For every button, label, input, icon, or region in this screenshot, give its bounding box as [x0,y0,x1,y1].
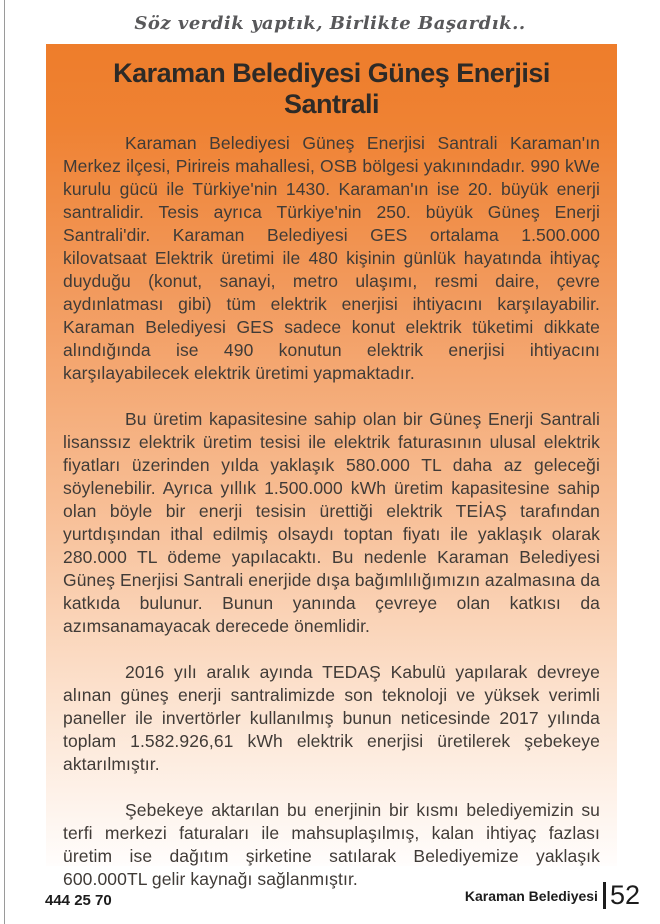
article-paragraph-2: Bu üretim kapasitesine sahip olan bir Güneş Enerji Santrali lisanssız elektrik üretim tesisi ile elektrik faturasının ulusal elektrik fiyatları üzerinden yılda yaklaşık 580.000 TL daha az geleceği söylenebilir. Ayrıca yıllık 1.500.000 kWh üretim kapasitesine sahip olan böyle bir enerji tesisin ürettiği elektrik TEİAŞ tarafından yurtdışından ithal edilmiş olsaydı toptan fiyatı ile yaklaşık olarak 280.000 TL ödeme yapılacaktı. Bu nedenle Karaman Belediyesi Güneş Enerjisi Santrali enerjide dışa bağımlılığımızın azalmasına da katkıda bulunur. Bunun yanında çevreye olan katkısı da azımsanamayacak derecede önemlidir. [63,409,600,636]
article-title: Karaman Belediyesi Güneş Enerjisi Santrali [113,58,550,119]
footer-divider-bar [603,882,606,909]
page-number: 52 [609,880,640,910]
footer-org-name: Karaman Belediyesi [464,887,598,904]
header-slogan: Söz verdik yaptık, Birlikte Başardık.. [134,13,526,34]
page-footer [0,880,660,920]
footer-right-group [465,880,640,911]
page-edge-line [4,0,5,924]
article-box [46,44,617,889]
footer-phone-number: 444 25 70 [45,892,112,909]
article-paragraph-4: Şebekeye aktarılan bu enerjinin bir kısmı belediyemizin su terfi merkezi faturaları ile mahsuplaşılmış, kalan ihtiyaç fazlası üretim ise dağıtım şirketine satılarak Belediyemize yaklaşık 600.000TL gelir kaynağı sağlanmıştır. [63,800,600,889]
article-paragraph-1: Karaman Belediyesi Güneş Enerjisi Santrali Karaman'ın Merkez ilçesi, Pirireis mahallesi, OSB bölgesi yakınındadır. 990 kWe kurulu gücü ile Türkiye'nin 1430. Karaman'ın ise 20. büyük enerji santralidir. Tesis ayrıca Türkiye'nin 250. büyük Güneş Enerji Santrali'dir. Karaman Belediyesi GES ortalama 1.500.000 kilovatsaat Elektrik üretimi ile 480 kişinin günlük hayatında ihtiyaç duyduğu (konut, sanayi, metro ulaşımı, resmi daire, çevre aydınlatması gibi) tüm elektrik enerjisi ihtiyacını karşılayabilir. Karaman Belediyesi GES sadece konut elektrik tüketimi dikkate alındığında ise 490 konutun elektrik enerjisi ihtiyacını karşılayabilecek elektrik üretimi yapmaktadır. [63,133,600,383]
article-paragraph-3: 2016 yılı aralık ayında TEDAŞ Kabulü yapılarak devreye alınan güneş enerji santralimizde son teknoloji ve yüksek verimli paneller ile invertörler kullanılmış bunun neticesinde 2017 yılında toplam 1.582.926,61 kWh elektrik enerjisi üretilerek şebekeye aktarılmıştır. [63,662,600,774]
